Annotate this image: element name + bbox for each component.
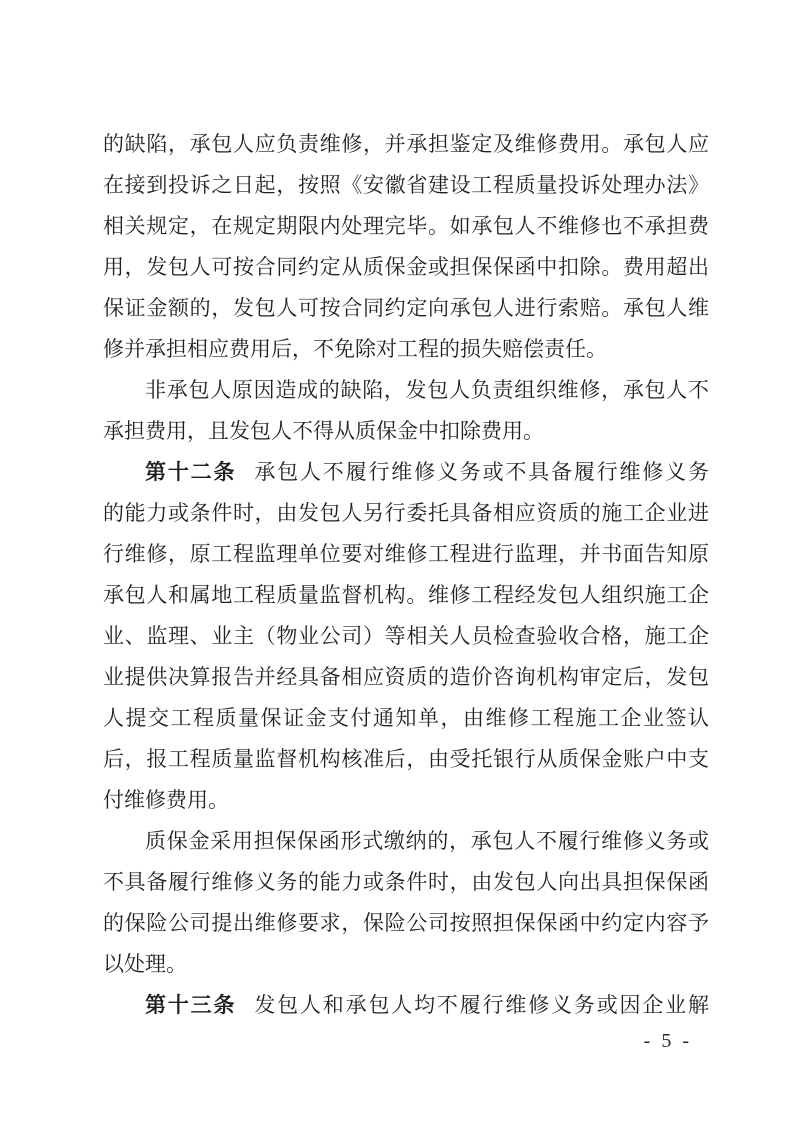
text-segment: 业提供决算报告并经具备相应资质的造价咨询机构审定后，发包 (103, 665, 709, 689)
text-segment: 修并承担相应费用后，不免除对工程的损失赔偿责任。 (103, 337, 607, 361)
text-segment: 用，发包人可按合同约定从质保金或担保保函中扣除。费用超出 (103, 255, 709, 279)
text-segment: 承包人和属地工程质量监督机构。维修工程经发包人组织施工企 (103, 583, 709, 607)
text-segment: 以处理。 (103, 952, 187, 976)
text-line (103, 616, 709, 657)
text-segment: 承担费用，且发包人不得从质保金中扣除费用。 (103, 419, 544, 443)
text-segment: 非承包人原因造成的缺陷，发包人负责组织维修，承包人不 (145, 378, 709, 402)
text-segment: 发包人和承包人均不履行维修义务或因企业解 (254, 993, 710, 1017)
text-segment: 保证金额的，发包人可按合同约定向承包人进行索赔。承包人维 (103, 296, 709, 320)
text-segment: 不具备履行维修义务的能力或条件时，由发包人向出具担保保函 (103, 870, 709, 894)
text-line (103, 452, 709, 493)
text-block (103, 124, 709, 1026)
text-segment: 行维修，原工程监理单位要对维修工程进行监理，并书面告知原 (103, 542, 709, 566)
text-segment: 在接到投诉之日起，按照《安徽省建设工程质量投诉处理办法》 (103, 173, 709, 197)
text-segment: 的保险公司提出维修要求，保险公司按照担保保函中约定内容予 (103, 911, 709, 935)
text-line (103, 411, 709, 452)
text-line (103, 821, 709, 862)
text-segment: 质保金采用担保保函形式缴纳的，承包人不履行维修义务或 (145, 829, 709, 853)
text-line (103, 124, 709, 165)
text-segment: 相关规定，在规定期限内处理完毕。如承包人不维修也不承担费 (103, 214, 709, 238)
text-segment: 付维修费用。 (103, 788, 229, 812)
text-segment: 人提交工程质量保证金支付通知单，由维修工程施工企业签认 (103, 706, 709, 730)
text-line (103, 288, 709, 329)
text-line (103, 247, 709, 288)
text-segment: 业、监理、业主（物业公司）等相关人员检查验收合格，施工企 (103, 624, 709, 648)
page-number: - 5 - (643, 1030, 692, 1052)
text-line (103, 657, 709, 698)
text-line (103, 575, 709, 616)
text-segment: 的缺陷，承包人应负责维修，并承担鉴定及维修费用。承包人应 (103, 132, 709, 156)
article-heading: 第十二条 (145, 460, 237, 484)
text-line (103, 862, 709, 903)
text-line (103, 698, 709, 739)
text-segment: 后，报工程质量监督机构核准后，由受托银行从质保金账户中支 (103, 747, 709, 771)
text-line (103, 985, 709, 1026)
text-line (103, 534, 709, 575)
text-line (103, 739, 709, 780)
article-heading: 第十三条 (145, 993, 237, 1017)
text-line (103, 944, 709, 985)
text-line (103, 493, 709, 534)
text-line (103, 165, 709, 206)
text-line (103, 206, 709, 247)
text-line (103, 370, 709, 411)
text-segment: 的能力或条件时，由发包人另行委托具备相应资质的施工企业进 (103, 501, 709, 525)
text-segment: 承包人不履行维修义务或不具备履行维修义务 (254, 460, 710, 484)
text-line (103, 903, 709, 944)
text-line (103, 329, 709, 370)
text-line (103, 780, 709, 821)
